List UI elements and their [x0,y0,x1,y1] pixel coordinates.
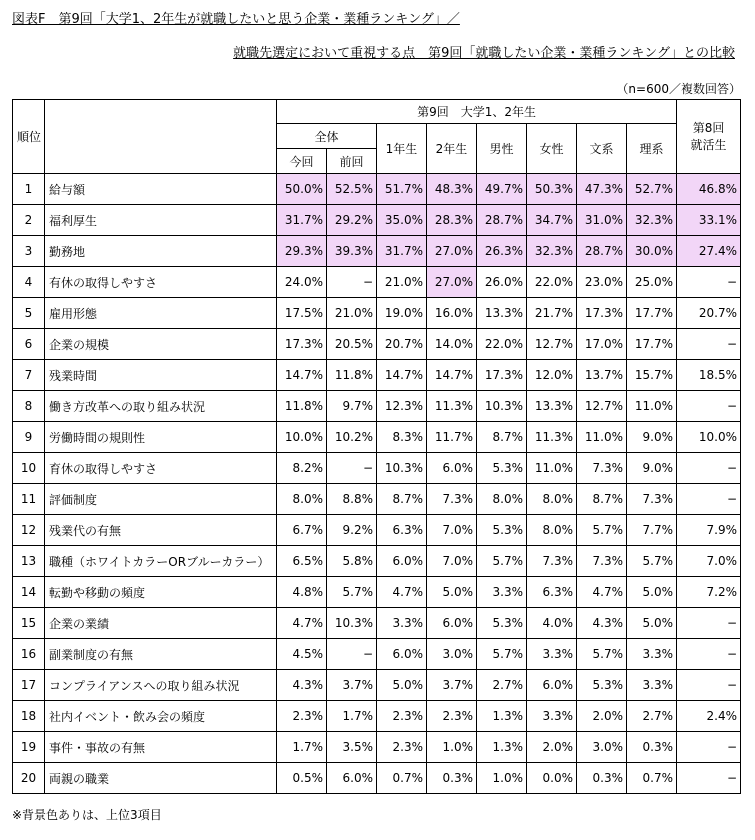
row-value-cell: 7.7% [627,515,677,546]
row-value-cell: 49.7% [477,174,527,205]
row-value-cell: 11.8% [277,391,327,422]
table-row [13,608,741,639]
row-value-cell: 7.3% [627,484,677,515]
row-value-cell: 13.3% [477,298,527,329]
row-rank: 13 [13,546,45,577]
row-value-cell: 19.0% [377,298,427,329]
row-value-cell: 5.3% [577,670,627,701]
sample-note: （n=600／複数回答） [616,82,741,96]
row-value-cell: 14.7% [427,360,477,391]
row-rank: 6 [13,329,45,360]
row-value-cell: 9.7% [327,391,377,422]
row-item-label: 給与額 [45,174,277,205]
row-value-cell: 4.0% [527,608,577,639]
row-value-cell: 5.0% [627,608,677,639]
table-row [13,329,741,360]
row-item-label: 福利厚生 [45,205,277,236]
row-item-label: 企業の規模 [45,329,277,360]
row-value-cell: 28.7% [477,205,527,236]
row-value-cell: 8.2% [277,453,327,484]
row-value-cell: 11.3% [527,422,577,453]
row-value-cell: 20.7% [377,329,427,360]
row-value-cell: 6.0% [327,763,377,794]
row-value-cell: 6.7% [277,515,327,546]
row-value-cell: 13.3% [527,391,577,422]
header-science: 理系 [627,124,677,174]
row-value-cell: 48.3% [427,174,477,205]
row-value-cell: 22.0% [527,267,577,298]
table-row [13,484,741,515]
row-value-cell: 3.3% [627,670,677,701]
row-value-cell: 3.0% [577,732,627,763]
row-value-cell: − [677,267,741,298]
row-rank: 7 [13,360,45,391]
row-value-cell: 10.3% [477,391,527,422]
row-value-cell: 32.3% [627,205,677,236]
row-value-cell: 8.7% [477,422,527,453]
row-value-cell: 11.3% [427,391,477,422]
row-value-cell: 3.3% [627,639,677,670]
row-item-label: 転勤や移動の頻度 [45,577,277,608]
row-value-cell: 5.0% [627,577,677,608]
row-value-cell: 28.3% [427,205,477,236]
table-row [13,732,741,763]
footnote: ※背景色ありは、上位3項目 [12,808,162,822]
row-item-label: 働き方改革への取り組み状況 [45,391,277,422]
row-value-cell: 3.3% [527,639,577,670]
table-row [13,577,741,608]
row-value-cell: 6.0% [427,453,477,484]
row-value-cell: 17.5% [277,298,327,329]
row-item-label: 両親の職業 [45,763,277,794]
row-value-cell: 20.5% [327,329,377,360]
row-value-cell: 3.5% [327,732,377,763]
row-value-cell: − [677,391,741,422]
figure-title: 図表F 第9回「大学1、2年生が就職したいと思う企業・業種ランキング」／ [12,12,460,27]
row-value-cell: 2.4% [677,701,741,732]
header-previous: 前回 [327,149,377,174]
row-value-cell: 17.7% [627,298,677,329]
row-value-cell: 0.0% [527,763,577,794]
row-value-cell: 30.0% [627,236,677,267]
row-value-cell: 9.2% [327,515,377,546]
row-value-cell: 34.7% [527,205,577,236]
row-value-cell: 27.4% [677,236,741,267]
row-value-cell: 10.3% [377,453,427,484]
row-value-cell: 3.3% [527,701,577,732]
row-value-cell: 51.7% [377,174,427,205]
row-rank: 14 [13,577,45,608]
table-row [13,639,741,670]
row-value-cell: 7.3% [527,546,577,577]
row-value-cell: 1.3% [477,732,527,763]
row-value-cell: 14.0% [427,329,477,360]
row-value-cell: 8.3% [377,422,427,453]
row-value-cell: 4.3% [577,608,627,639]
row-rank: 10 [13,453,45,484]
row-value-cell: 22.0% [477,329,527,360]
row-value-cell: 11.8% [327,360,377,391]
row-value-cell: 28.7% [577,236,627,267]
row-value-cell: 25.0% [627,267,677,298]
row-value-cell: 4.7% [277,608,327,639]
row-value-cell: 5.7% [577,639,627,670]
row-value-cell: 5.7% [327,577,377,608]
row-value-cell: 27.0% [427,236,477,267]
row-value-cell: 4.3% [277,670,327,701]
row-value-cell: 5.7% [627,546,677,577]
row-value-cell: 5.7% [477,546,527,577]
row-value-cell: − [677,453,741,484]
header-year1: 1年生 [377,124,427,174]
row-value-cell: 27.0% [427,267,477,298]
row-value-cell: 33.1% [677,205,741,236]
row-value-cell: 0.3% [627,732,677,763]
row-value-cell: 2.7% [627,701,677,732]
row-value-cell: 16.0% [427,298,477,329]
row-value-cell: 5.7% [477,639,527,670]
row-value-cell: 2.7% [477,670,527,701]
row-value-cell: 32.3% [527,236,577,267]
row-value-cell: 18.5% [677,360,741,391]
header-item [45,100,277,174]
row-value-cell: 5.0% [377,670,427,701]
row-item-label: 有休の取得しやすさ [45,267,277,298]
table-row [13,236,741,267]
row-value-cell: 11.0% [527,453,577,484]
header-overall: 全体 [277,124,377,149]
table-row [13,453,741,484]
row-value-cell: 4.5% [277,639,327,670]
row-value-cell: 5.3% [477,515,527,546]
row-value-cell: 9.0% [627,422,677,453]
row-rank: 19 [13,732,45,763]
row-item-label: 副業制度の有無 [45,639,277,670]
row-item-label: 育休の取得しやすさ [45,453,277,484]
row-value-cell: − [677,670,741,701]
row-value-cell: 6.5% [277,546,327,577]
row-value-cell: 2.0% [527,732,577,763]
row-value-cell: 3.0% [427,639,477,670]
row-value-cell: 7.9% [677,515,741,546]
row-value-cell: 0.7% [377,763,427,794]
row-value-cell: 14.7% [377,360,427,391]
row-value-cell: 7.3% [577,453,627,484]
row-value-cell: 31.7% [277,205,327,236]
row-value-cell: 39.3% [327,236,377,267]
row-rank: 3 [13,236,45,267]
row-item-label: 事件・事故の有無 [45,732,277,763]
row-value-cell: 26.0% [477,267,527,298]
row-value-cell: 52.5% [327,174,377,205]
row-value-cell: 2.3% [277,701,327,732]
row-item-label: 労働時間の規則性 [45,422,277,453]
table-row [13,515,741,546]
row-value-cell: − [677,639,741,670]
row-value-cell: 0.3% [577,763,627,794]
row-value-cell: 21.7% [527,298,577,329]
row-value-cell: 10.3% [327,608,377,639]
row-value-cell: 8.0% [527,515,577,546]
row-value-cell: 0.3% [427,763,477,794]
row-value-cell: 8.7% [577,484,627,515]
row-value-cell: − [677,484,741,515]
row-value-cell: 7.3% [577,546,627,577]
row-value-cell: 1.7% [277,732,327,763]
row-value-cell: 17.7% [627,329,677,360]
row-value-cell: 50.0% [277,174,327,205]
table-row [13,422,741,453]
row-value-cell: 6.0% [377,639,427,670]
row-rank: 5 [13,298,45,329]
row-rank: 9 [13,422,45,453]
row-value-cell: 12.7% [577,391,627,422]
row-value-cell: 7.0% [427,546,477,577]
row-value-cell: 1.7% [327,701,377,732]
row-value-cell: 12.3% [377,391,427,422]
row-value-cell: 6.0% [527,670,577,701]
row-value-cell: 2.3% [427,701,477,732]
row-value-cell: 5.7% [577,515,627,546]
row-rank: 2 [13,205,45,236]
row-value-cell: 5.3% [477,608,527,639]
row-rank: 12 [13,515,45,546]
row-value-cell: 2.0% [577,701,627,732]
row-item-label: 残業時間 [45,360,277,391]
header-8th-group: 第8回 就活生 [677,100,741,174]
header-male: 男性 [477,124,527,174]
row-value-cell: 31.0% [577,205,627,236]
row-value-cell: − [677,329,741,360]
row-value-cell: 14.7% [277,360,327,391]
row-value-cell: 8.0% [477,484,527,515]
row-rank: 18 [13,701,45,732]
row-item-label: 残業代の有無 [45,515,277,546]
row-value-cell: 9.0% [627,453,677,484]
row-value-cell: 3.7% [427,670,477,701]
row-value-cell: 21.0% [327,298,377,329]
row-value-cell: 12.7% [527,329,577,360]
row-value-cell: 7.3% [427,484,477,515]
row-value-cell: 1.0% [477,763,527,794]
table-row [13,267,741,298]
row-rank: 1 [13,174,45,205]
row-item-label: 勤務地 [45,236,277,267]
row-value-cell: 1.3% [477,701,527,732]
table-row [13,763,741,794]
row-value-cell: − [677,763,741,794]
row-value-cell: 35.0% [377,205,427,236]
row-value-cell: 10.2% [327,422,377,453]
row-value-cell: 23.0% [577,267,627,298]
table-row [13,174,741,205]
row-rank: 17 [13,670,45,701]
row-value-cell: 7.2% [677,577,741,608]
row-value-cell: 7.0% [427,515,477,546]
row-value-cell: 5.8% [327,546,377,577]
row-value-cell: 8.0% [277,484,327,515]
row-value-cell: 13.7% [577,360,627,391]
row-item-label: コンプライアンスへの取り組み状況 [45,670,277,701]
row-value-cell: − [327,267,377,298]
row-value-cell: 52.7% [627,174,677,205]
row-value-cell: 17.3% [577,298,627,329]
row-value-cell: 46.8% [677,174,741,205]
table-row [13,701,741,732]
row-item-label: 雇用形態 [45,298,277,329]
row-value-cell: 8.8% [327,484,377,515]
row-value-cell: 12.0% [527,360,577,391]
table-row [13,298,741,329]
row-value-cell: 10.0% [277,422,327,453]
header-9th-group: 第9回 大学1、2年生 [277,100,677,124]
row-value-cell: 17.0% [577,329,627,360]
row-value-cell: 50.3% [527,174,577,205]
row-item-label: 社内イベント・飲み会の頻度 [45,701,277,732]
row-value-cell: 17.3% [277,329,327,360]
row-value-cell: 5.3% [477,453,527,484]
row-rank: 11 [13,484,45,515]
figure-subtitle: 就職先選定において重視する点 第9回「就職したい企業・業種ランキング」との比較 [233,46,735,61]
table-row [13,670,741,701]
row-item-label: 評価制度 [45,484,277,515]
row-value-cell: 4.7% [577,577,627,608]
row-rank: 15 [13,608,45,639]
row-value-cell: 29.2% [327,205,377,236]
row-item-label: 職種（ホワイトカラーORブルーカラー） [45,546,277,577]
row-value-cell: 6.0% [377,546,427,577]
row-value-cell: 1.0% [427,732,477,763]
row-value-cell: 0.5% [277,763,327,794]
row-value-cell: 10.0% [677,422,741,453]
row-value-cell: − [677,608,741,639]
row-value-cell: 21.0% [377,267,427,298]
row-value-cell: 6.0% [427,608,477,639]
row-rank: 8 [13,391,45,422]
row-value-cell: 7.0% [677,546,741,577]
table-row [13,360,741,391]
row-value-cell: 3.7% [327,670,377,701]
header-rank: 順位 [13,100,45,174]
table-row [13,205,741,236]
row-value-cell: 24.0% [277,267,327,298]
row-value-cell: 20.7% [677,298,741,329]
header-humanities: 文系 [577,124,627,174]
row-item-label: 企業の業績 [45,608,277,639]
row-value-cell: 5.0% [427,577,477,608]
row-value-cell: 6.3% [377,515,427,546]
row-value-cell: 3.3% [377,608,427,639]
row-value-cell: 11.7% [427,422,477,453]
row-value-cell: 4.7% [377,577,427,608]
header-female: 女性 [527,124,577,174]
row-value-cell: − [327,639,377,670]
row-rank: 4 [13,267,45,298]
header-current: 今回 [277,149,327,174]
row-value-cell: 0.7% [627,763,677,794]
row-value-cell: 29.3% [277,236,327,267]
row-value-cell: 15.7% [627,360,677,391]
row-rank: 16 [13,639,45,670]
row-rank: 20 [13,763,45,794]
row-value-cell: 31.7% [377,236,427,267]
row-value-cell: 4.8% [277,577,327,608]
row-value-cell: 2.3% [377,701,427,732]
row-value-cell: 8.0% [527,484,577,515]
row-value-cell: 8.7% [377,484,427,515]
table-row [13,391,741,422]
row-value-cell: 11.0% [627,391,677,422]
row-value-cell: − [677,732,741,763]
row-value-cell: 2.3% [377,732,427,763]
row-value-cell: 11.0% [577,422,627,453]
row-value-cell: 6.3% [527,577,577,608]
header-year2: 2年生 [427,124,477,174]
ranking-table [12,99,741,794]
row-value-cell: 3.3% [477,577,527,608]
row-value-cell: − [327,453,377,484]
row-value-cell: 26.3% [477,236,527,267]
table-row [13,546,741,577]
row-value-cell: 17.3% [477,360,527,391]
row-value-cell: 47.3% [577,174,627,205]
